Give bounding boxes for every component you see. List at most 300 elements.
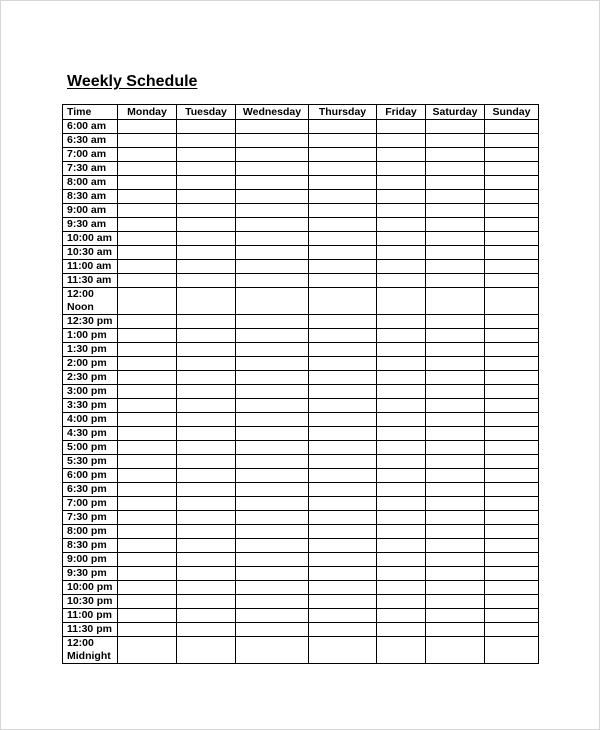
schedule-cell[interactable] [236, 413, 309, 427]
schedule-cell[interactable] [309, 190, 377, 204]
schedule-cell[interactable] [485, 315, 539, 329]
schedule-cell[interactable] [377, 539, 426, 553]
schedule-cell[interactable] [377, 553, 426, 567]
schedule-cell[interactable] [118, 204, 177, 218]
schedule-cell[interactable] [236, 497, 309, 511]
schedule-cell[interactable] [426, 315, 485, 329]
schedule-cell[interactable] [485, 441, 539, 455]
table-row [63, 315, 539, 329]
schedule-cell[interactable] [426, 204, 485, 218]
schedule-cell[interactable] [309, 385, 377, 399]
schedule-cell[interactable] [309, 176, 377, 190]
schedule-cell[interactable] [485, 274, 539, 288]
schedule-cell[interactable] [377, 315, 426, 329]
schedule-cell[interactable] [177, 609, 236, 623]
time-slot-label: 6:30 am [63, 134, 118, 148]
schedule-cell[interactable] [118, 120, 177, 134]
schedule-cell[interactable] [177, 148, 236, 162]
schedule-cell[interactable] [309, 483, 377, 497]
schedule-cell[interactable] [485, 329, 539, 343]
schedule-cell[interactable] [485, 539, 539, 553]
schedule-cell[interactable] [236, 232, 309, 246]
schedule-cell[interactable] [118, 162, 177, 176]
schedule-cell[interactable] [426, 427, 485, 441]
schedule-cell[interactable] [309, 567, 377, 581]
schedule-cell[interactable] [177, 357, 236, 371]
schedule-cell[interactable] [426, 288, 485, 315]
schedule-cell[interactable] [426, 441, 485, 455]
time-slot-label: 1:30 pm [63, 343, 118, 357]
schedule-cell[interactable] [485, 343, 539, 357]
schedule-cell[interactable] [485, 567, 539, 581]
schedule-cell[interactable] [426, 525, 485, 539]
schedule-cell[interactable] [485, 246, 539, 260]
schedule-cell[interactable] [485, 497, 539, 511]
table-body [63, 120, 539, 664]
schedule-cell[interactable] [177, 413, 236, 427]
table-row [63, 609, 539, 623]
table-row [63, 371, 539, 385]
schedule-cell[interactable] [377, 413, 426, 427]
schedule-cell[interactable] [485, 511, 539, 525]
schedule-cell[interactable] [118, 623, 177, 637]
time-slot-label: 3:30 pm [63, 399, 118, 413]
time-slot-label: 7:00 pm [63, 497, 118, 511]
schedule-cell[interactable] [485, 204, 539, 218]
schedule-cell[interactable] [485, 469, 539, 483]
schedule-cell[interactable] [377, 399, 426, 413]
schedule-cell[interactable] [118, 134, 177, 148]
schedule-cell[interactable] [377, 218, 426, 232]
schedule-cell[interactable] [236, 288, 309, 315]
schedule-cell[interactable] [377, 232, 426, 246]
schedule-cell[interactable] [309, 371, 377, 385]
header-monday: Monday [118, 105, 177, 120]
table-row [63, 162, 539, 176]
schedule-cell[interactable] [177, 176, 236, 190]
time-slot-label: 11:00 pm [63, 609, 118, 623]
schedule-cell[interactable] [309, 539, 377, 553]
schedule-cell[interactable] [377, 162, 426, 176]
schedule-cell[interactable] [177, 567, 236, 581]
schedule-cell[interactable] [177, 134, 236, 148]
schedule-cell[interactable] [426, 218, 485, 232]
schedule-cell[interactable] [118, 441, 177, 455]
schedule-cell[interactable] [426, 567, 485, 581]
table-row [63, 581, 539, 595]
time-slot-label: 8:00 am [63, 176, 118, 190]
table-row [63, 567, 539, 581]
schedule-cell[interactable] [236, 246, 309, 260]
schedule-cell[interactable] [118, 553, 177, 567]
schedule-cell[interactable] [309, 246, 377, 260]
schedule-cell[interactable] [118, 469, 177, 483]
schedule-cell[interactable] [309, 343, 377, 357]
schedule-cell[interactable] [236, 190, 309, 204]
schedule-cell[interactable] [426, 497, 485, 511]
table-row [63, 134, 539, 148]
schedule-cell[interactable] [485, 288, 539, 315]
schedule-cell[interactable] [309, 148, 377, 162]
schedule-cell[interactable] [118, 148, 177, 162]
schedule-cell[interactable] [377, 176, 426, 190]
schedule-cell[interactable] [426, 539, 485, 553]
schedule-cell[interactable] [309, 120, 377, 134]
schedule-cell[interactable] [309, 511, 377, 525]
schedule-cell[interactable] [426, 260, 485, 274]
schedule-cell[interactable] [309, 204, 377, 218]
schedule-cell[interactable] [485, 427, 539, 441]
schedule-cell[interactable] [309, 455, 377, 469]
schedule-cell[interactable] [309, 218, 377, 232]
schedule-cell[interactable] [426, 637, 485, 664]
schedule-cell[interactable] [177, 288, 236, 315]
schedule-cell[interactable] [309, 637, 377, 664]
schedule-cell[interactable] [377, 525, 426, 539]
schedule-cell[interactable] [377, 190, 426, 204]
schedule-cell[interactable] [426, 623, 485, 637]
time-slot-label: 11:00 am [63, 260, 118, 274]
schedule-cell[interactable] [485, 120, 539, 134]
schedule-cell[interactable] [177, 343, 236, 357]
schedule-cell[interactable] [177, 246, 236, 260]
schedule-cell[interactable] [377, 427, 426, 441]
time-slot-label: 6:00 pm [63, 469, 118, 483]
schedule-cell[interactable] [426, 595, 485, 609]
schedule-cell[interactable] [426, 609, 485, 623]
schedule-cell[interactable] [309, 274, 377, 288]
table-row [63, 539, 539, 553]
schedule-cell[interactable] [426, 343, 485, 357]
schedule-cell[interactable] [309, 357, 377, 371]
schedule-cell[interactable] [377, 371, 426, 385]
schedule-cell[interactable] [426, 385, 485, 399]
schedule-cell[interactable] [309, 469, 377, 483]
schedule-cell[interactable] [485, 232, 539, 246]
schedule-cell[interactable] [236, 176, 309, 190]
schedule-cell[interactable] [118, 329, 177, 343]
schedule-cell[interactable] [309, 427, 377, 441]
schedule-cell[interactable] [426, 553, 485, 567]
schedule-cell[interactable] [118, 539, 177, 553]
time-slot-label: 12:00 Midnight [63, 637, 118, 664]
schedule-cell[interactable] [485, 483, 539, 497]
schedule-cell[interactable] [177, 260, 236, 274]
schedule-cell[interactable] [485, 134, 539, 148]
table-row [63, 455, 539, 469]
schedule-cell[interactable] [177, 399, 236, 413]
schedule-cell[interactable] [236, 525, 309, 539]
schedule-cell[interactable] [377, 455, 426, 469]
schedule-cell[interactable] [309, 232, 377, 246]
schedule-cell[interactable] [236, 581, 309, 595]
time-slot-label: 7:00 am [63, 148, 118, 162]
schedule-cell[interactable] [236, 455, 309, 469]
schedule-cell[interactable] [485, 385, 539, 399]
time-slot-label: 3:00 pm [63, 385, 118, 399]
schedule-cell[interactable] [177, 497, 236, 511]
schedule-cell[interactable] [485, 413, 539, 427]
schedule-cell[interactable] [377, 609, 426, 623]
schedule-cell[interactable] [377, 511, 426, 525]
schedule-cell[interactable] [309, 553, 377, 567]
schedule-cell[interactable] [309, 413, 377, 427]
time-slot-label: 9:00 am [63, 204, 118, 218]
schedule-cell[interactable] [236, 399, 309, 413]
schedule-cell[interactable] [377, 204, 426, 218]
schedule-cell[interactable] [426, 246, 485, 260]
schedule-cell[interactable] [236, 469, 309, 483]
time-slot-label: 7:30 pm [63, 511, 118, 525]
time-slot-label: 9:30 am [63, 218, 118, 232]
time-slot-label: 8:30 am [63, 190, 118, 204]
table-header-row [63, 105, 539, 120]
schedule-cell[interactable] [236, 623, 309, 637]
schedule-cell[interactable] [485, 176, 539, 190]
table-row [63, 553, 539, 567]
schedule-cell[interactable] [236, 371, 309, 385]
schedule-cell[interactable] [309, 581, 377, 595]
schedule-cell[interactable] [485, 637, 539, 664]
schedule-cell[interactable] [118, 357, 177, 371]
schedule-cell[interactable] [309, 260, 377, 274]
schedule-cell[interactable] [177, 511, 236, 525]
schedule-cell[interactable] [309, 134, 377, 148]
schedule-cell[interactable] [118, 637, 177, 664]
schedule-cell[interactable] [118, 497, 177, 511]
schedule-cell[interactable] [485, 553, 539, 567]
time-slot-label: 1:00 pm [63, 329, 118, 343]
table-row [63, 483, 539, 497]
schedule-cell[interactable] [377, 343, 426, 357]
schedule-cell[interactable] [118, 232, 177, 246]
schedule-cell[interactable] [177, 427, 236, 441]
schedule-cell[interactable] [118, 274, 177, 288]
schedule-cell[interactable] [118, 595, 177, 609]
schedule-cell[interactable] [236, 162, 309, 176]
schedule-cell[interactable] [177, 539, 236, 553]
schedule-cell[interactable] [177, 232, 236, 246]
time-slot-label: 2:00 pm [63, 357, 118, 371]
schedule-cell[interactable] [426, 399, 485, 413]
schedule-cell[interactable] [177, 218, 236, 232]
schedule-cell[interactable] [377, 581, 426, 595]
schedule-cell[interactable] [426, 176, 485, 190]
schedule-cell[interactable] [377, 246, 426, 260]
schedule-cell[interactable] [485, 581, 539, 595]
schedule-cell[interactable] [236, 120, 309, 134]
schedule-cell[interactable] [485, 455, 539, 469]
schedule-cell[interactable] [177, 553, 236, 567]
schedule-cell[interactable] [377, 637, 426, 664]
schedule-cell[interactable] [377, 497, 426, 511]
schedule-cell[interactable] [118, 315, 177, 329]
schedule-cell[interactable] [118, 427, 177, 441]
schedule-cell[interactable] [177, 581, 236, 595]
schedule-cell[interactable] [377, 385, 426, 399]
schedule-cell[interactable] [309, 329, 377, 343]
schedule-cell[interactable] [236, 511, 309, 525]
schedule-cell[interactable] [236, 553, 309, 567]
time-slot-label: 8:00 pm [63, 525, 118, 539]
schedule-cell[interactable] [485, 357, 539, 371]
schedule-cell[interactable] [236, 441, 309, 455]
schedule-cell[interactable] [309, 609, 377, 623]
schedule-cell[interactable] [377, 329, 426, 343]
schedule-cell[interactable] [485, 190, 539, 204]
schedule-cell[interactable] [426, 134, 485, 148]
schedule-cell[interactable] [236, 427, 309, 441]
schedule-cell[interactable] [426, 371, 485, 385]
schedule-cell[interactable] [177, 637, 236, 664]
schedule-cell[interactable] [236, 385, 309, 399]
schedule-cell[interactable] [118, 218, 177, 232]
schedule-cell[interactable] [118, 371, 177, 385]
schedule-cell[interactable] [177, 162, 236, 176]
schedule-cell[interactable] [236, 204, 309, 218]
table-row [63, 399, 539, 413]
schedule-cell[interactable] [309, 288, 377, 315]
schedule-cell[interactable] [377, 469, 426, 483]
schedule-cell[interactable] [377, 595, 426, 609]
schedule-cell[interactable] [118, 483, 177, 497]
schedule-cell[interactable] [118, 385, 177, 399]
schedule-cell[interactable] [426, 148, 485, 162]
schedule-cell[interactable] [236, 274, 309, 288]
schedule-cell[interactable] [309, 525, 377, 539]
schedule-cell[interactable] [177, 385, 236, 399]
schedule-cell[interactable] [118, 176, 177, 190]
schedule-cell[interactable] [426, 329, 485, 343]
schedule-cell[interactable] [177, 455, 236, 469]
schedule-cell[interactable] [377, 623, 426, 637]
schedule-cell[interactable] [309, 595, 377, 609]
schedule-cell[interactable] [236, 329, 309, 343]
schedule-cell[interactable] [485, 162, 539, 176]
schedule-cell[interactable] [118, 190, 177, 204]
schedule-cell[interactable] [177, 329, 236, 343]
schedule-cell[interactable] [377, 274, 426, 288]
schedule-cell[interactable] [377, 148, 426, 162]
schedule-cell[interactable] [485, 148, 539, 162]
schedule-cell[interactable] [118, 399, 177, 413]
schedule-cell[interactable] [426, 469, 485, 483]
time-slot-label: 4:30 pm [63, 427, 118, 441]
schedule-cell[interactable] [377, 288, 426, 315]
schedule-cell[interactable] [309, 497, 377, 511]
schedule-cell[interactable] [426, 413, 485, 427]
time-slot-label: 10:30 am [63, 246, 118, 260]
schedule-cell[interactable] [236, 260, 309, 274]
schedule-cell[interactable] [426, 357, 485, 371]
schedule-cell[interactable] [426, 581, 485, 595]
schedule-cell[interactable] [177, 204, 236, 218]
schedule-cell[interactable] [177, 371, 236, 385]
schedule-cell[interactable] [118, 525, 177, 539]
schedule-cell[interactable] [236, 343, 309, 357]
schedule-cell[interactable] [485, 218, 539, 232]
schedule-cell[interactable] [377, 134, 426, 148]
schedule-cell[interactable] [309, 162, 377, 176]
schedule-cell[interactable] [236, 595, 309, 609]
schedule-cell[interactable] [118, 455, 177, 469]
schedule-cell[interactable] [177, 525, 236, 539]
schedule-cell[interactable] [236, 315, 309, 329]
schedule-cell[interactable] [118, 260, 177, 274]
schedule-cell[interactable] [118, 246, 177, 260]
schedule-cell[interactable] [377, 120, 426, 134]
schedule-cell[interactable] [309, 441, 377, 455]
time-slot-label: 7:30 am [63, 162, 118, 176]
schedule-cell[interactable] [177, 595, 236, 609]
header-sunday: Sunday [485, 105, 539, 120]
schedule-cell[interactable] [118, 581, 177, 595]
schedule-cell[interactable] [177, 483, 236, 497]
schedule-cell[interactable] [426, 455, 485, 469]
schedule-cell[interactable] [377, 441, 426, 455]
schedule-cell[interactable] [377, 260, 426, 274]
schedule-cell[interactable] [485, 399, 539, 413]
schedule-cell[interactable] [426, 162, 485, 176]
schedule-cell[interactable] [118, 511, 177, 525]
schedule-cell[interactable] [426, 120, 485, 134]
schedule-cell[interactable] [309, 623, 377, 637]
schedule-cell[interactable] [236, 134, 309, 148]
table-row [63, 190, 539, 204]
schedule-cell[interactable] [236, 609, 309, 623]
schedule-cell[interactable] [485, 609, 539, 623]
schedule-cell[interactable] [485, 260, 539, 274]
table-row [63, 246, 539, 260]
schedule-cell[interactable] [118, 343, 177, 357]
schedule-cell[interactable] [118, 288, 177, 315]
schedule-cell[interactable] [426, 511, 485, 525]
schedule-cell[interactable] [177, 120, 236, 134]
schedule-cell[interactable] [377, 567, 426, 581]
schedule-cell[interactable] [118, 413, 177, 427]
schedule-cell[interactable] [426, 232, 485, 246]
schedule-cell[interactable] [118, 609, 177, 623]
schedule-cell[interactable] [177, 469, 236, 483]
schedule-cell[interactable] [485, 623, 539, 637]
schedule-cell[interactable] [236, 567, 309, 581]
schedule-cell[interactable] [426, 274, 485, 288]
schedule-cell[interactable] [485, 525, 539, 539]
schedule-cell[interactable] [309, 315, 377, 329]
schedule-cell[interactable] [177, 623, 236, 637]
schedule-cell[interactable] [177, 274, 236, 288]
table-row [63, 148, 539, 162]
schedule-cell[interactable] [485, 371, 539, 385]
schedule-cell[interactable] [309, 399, 377, 413]
schedule-cell[interactable] [236, 148, 309, 162]
schedule-cell[interactable] [236, 483, 309, 497]
schedule-cell[interactable] [236, 357, 309, 371]
schedule-cell[interactable] [426, 483, 485, 497]
schedule-cell[interactable] [377, 357, 426, 371]
schedule-cell[interactable] [177, 190, 236, 204]
schedule-cell[interactable] [177, 315, 236, 329]
schedule-cell[interactable] [236, 218, 309, 232]
schedule-cell[interactable] [377, 483, 426, 497]
schedule-cell[interactable] [236, 637, 309, 664]
schedule-cell[interactable] [426, 190, 485, 204]
schedule-cell[interactable] [177, 441, 236, 455]
schedule-cell[interactable] [118, 567, 177, 581]
schedule-cell[interactable] [236, 539, 309, 553]
schedule-cell[interactable] [485, 595, 539, 609]
time-slot-label: 10:00 am [63, 232, 118, 246]
